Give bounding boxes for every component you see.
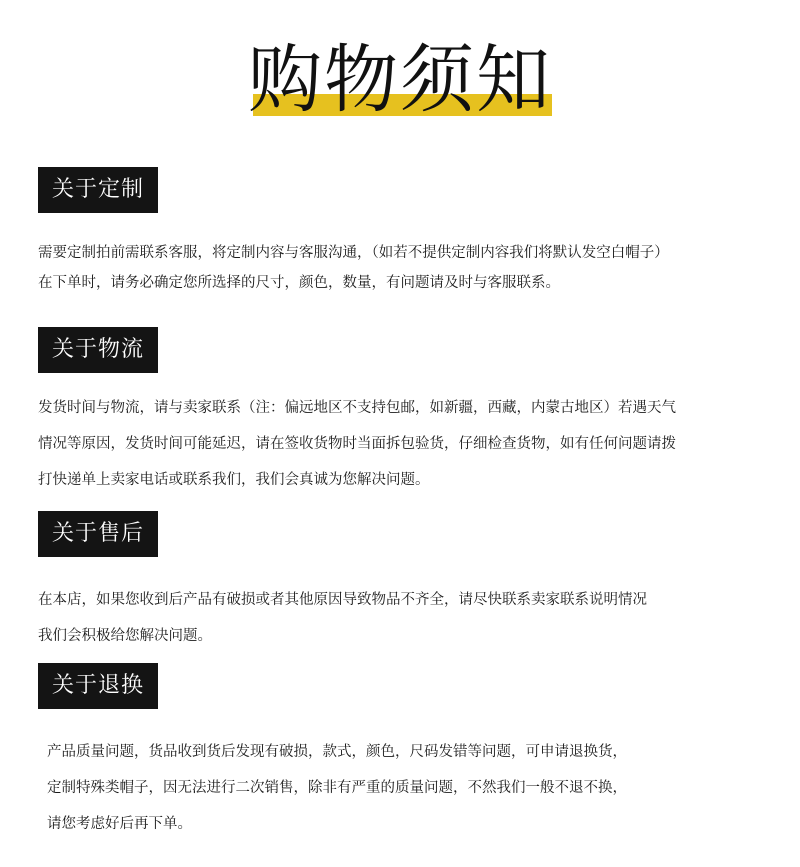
section-body-customization (38, 238, 669, 298)
section-heading-logistics: 关于物流 (38, 327, 158, 373)
paragraph-line: 打快递单上卖家电话或联系我们，我们会真诚为您解决问题。 (38, 472, 430, 488)
section-body-after-sales (38, 582, 647, 654)
paragraph-line: 定制特殊类帽子，因无法进行二次销售，除非有严重的质量问题，不然我们一般不退不换， (47, 780, 627, 796)
paragraph-line: 情况等原因，发货时间可能延迟，请在签收货物时当面拆包验货，仔细检查货物，如有任何问题请拨 (38, 436, 676, 452)
section-body-logistics (38, 390, 676, 498)
paragraph-line: 我们会积极给您解决问题。 (38, 628, 212, 644)
section-heading-returns: 关于退换 (38, 663, 158, 709)
paragraph-line: 请您考虑好后再下单。 (47, 816, 192, 832)
paragraph-line: 发货时间与物流，请与卖家联系（注：偏远地区不支持包邮，如新疆，西藏，内蒙古地区）若遇天气 (38, 400, 676, 416)
page-title-block (0, 36, 800, 126)
section-heading-customization: 关于定制 (38, 167, 158, 213)
section-heading-after-sales: 关于售后 (38, 511, 158, 557)
section-body-returns (47, 734, 627, 842)
paragraph-line: 需要定制拍前需联系客服，将定制内容与客服沟通，（如若不提供定制内容我们将默认发空白帽子） (38, 245, 669, 261)
page-title: 购物须知 (248, 37, 552, 123)
paragraph-line: 在下单时，请务必确定您所选择的尺寸，颜色，数量，有问题请及时与客服联系。 (38, 275, 560, 291)
paragraph-line: 在本店，如果您收到后产品有破损或者其他原因导致物品不齐全，请尽快联系卖家联系说明情况 (38, 592, 647, 608)
paragraph-line: 产品质量问题，货品收到货后发现有破损，款式，颜色，尺码发错等问题，可申请退换货， (47, 744, 627, 760)
